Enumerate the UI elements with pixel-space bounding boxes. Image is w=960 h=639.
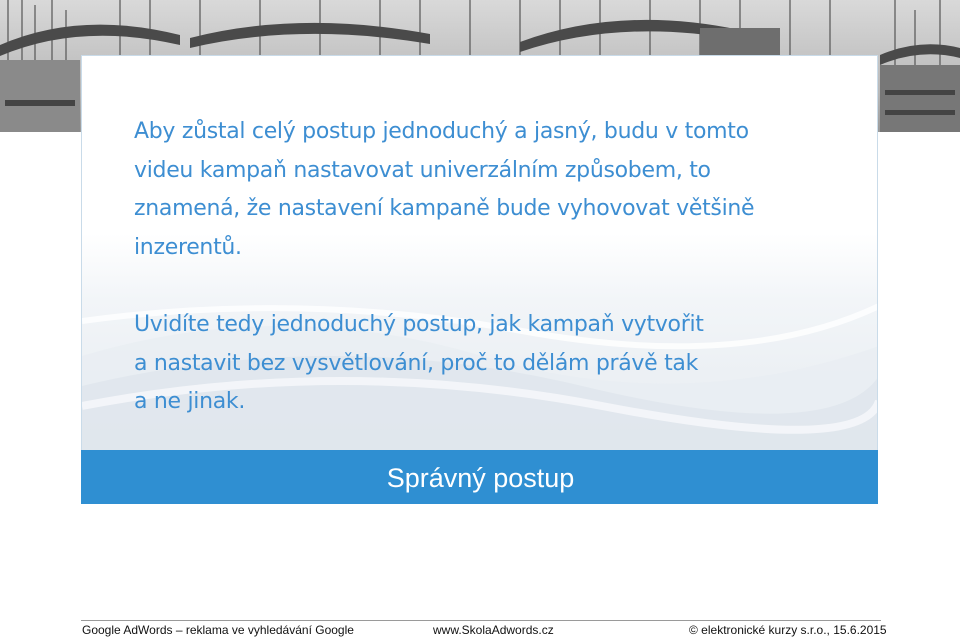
footer-website: www.SkolaAdwords.cz — [433, 623, 554, 637]
paragraph-summary: Uvidíte tedy jednoduchý postup, jak kampaň vytvořit a nastavit bez vysvětlování, proč to dělám právě tak a ne jinak. — [134, 312, 704, 414]
footer-course-name: Google AdWords – reklama ve vyhledávání Google — [82, 623, 354, 637]
footer-copyright: © elektronické kurzy s.r.o., 15.6.2015 — [689, 623, 887, 637]
content-card — [81, 55, 878, 450]
paragraph-intro: Aby zůstal celý postup jednoduchý a jasný, budu v tomto videu kampaň nastavovat univerzálním způsobem, to znamená, že nastavení kampaně bude vyhovovat většině inzerentů. — [134, 119, 755, 260]
footer-divider — [81, 620, 881, 621]
title-bar — [81, 450, 878, 504]
slide-title: Správný postup — [386, 462, 575, 493]
